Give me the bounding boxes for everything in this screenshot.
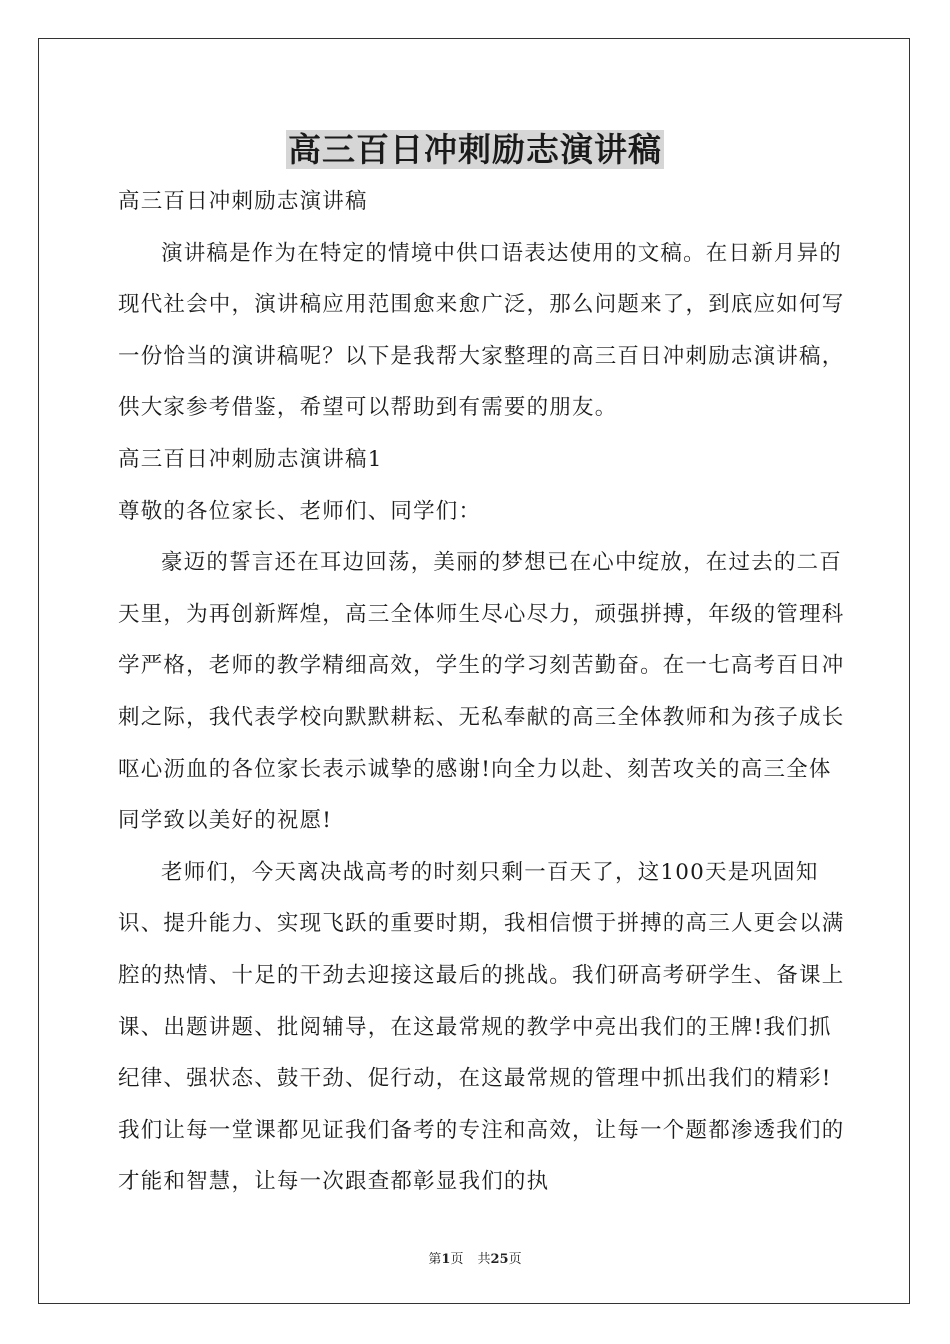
total-pages-number: 25 [490,1252,509,1267]
salutation: 尊敬的各位家长、老师们、同学们： [118,498,482,524]
total-prefix: 共 [477,1252,491,1267]
body-paragraph-1: 豪迈的誓言还在耳边回荡，美丽的梦想已在心中绽放，在过去的二百天里，为再创新辉煌，高三全体师生尽心尽力，顽强拼搏，年级的管理科学严格，老师的教学精细高效，学生的学习刻苦勤奋。在一七高考百日冲刺之际，我代表学校向默默耕耘、无私奉献的高三全体教师和为孩子成长呕心沥血的各位家长表示诚挚的感谢!向全力以赴、刻苦攻关的高三全体同学致以美好的祝愿! [118,550,845,834]
intro-paragraph: 演讲稿是作为在特定的情境中供口语表达使用的文稿。在日新月异的现代社会中，演讲稿应用范围愈来愈广泛，那么问题来了，到底应如何写一份恰当的演讲稿呢？以下是我帮大家整理的高三百日冲刺励志演讲稿，供大家参考借鉴，希望可以帮助到有需要的朋友。 [118,240,845,421]
section-heading: 高三百日冲刺励志演讲稿1 [118,446,383,472]
document-title-text: 高三百日冲刺励志演讲稿 [288,130,662,169]
current-page-number: 1 [441,1252,451,1267]
page-footer [0,1248,950,1267]
document-body [118,176,848,1208]
document-title [0,128,950,172]
total-suffix: 页 [508,1252,522,1267]
subtitle-line: 高三百日冲刺励志演讲稿 [118,189,368,214]
page-prefix: 第 [428,1252,442,1267]
body-paragraph-2: 老师们，今天离决战高考的时刻只剩一百天了，这100天是巩固知识、提升能力、实现飞跃的重要时期，我相信惯于拼搏的高三人更会以满腔的热情、十足的干劲去迎接这最后的挑战。我们研高考研学生、备课上课、出题讲题、批阅辅导，在这最常规的教学中亮出我们的王牌!我们抓纪律、强状态、鼓干劲、促行动，在这最常规的管理中抓出我们的精彩!我们让每一堂课都见证我们备考的专注和高效，让每一个题都渗透我们的才能和智慧，让每一次跟查都彰显我们的执 [118,859,845,1195]
page-suffix: 页 [450,1252,464,1267]
